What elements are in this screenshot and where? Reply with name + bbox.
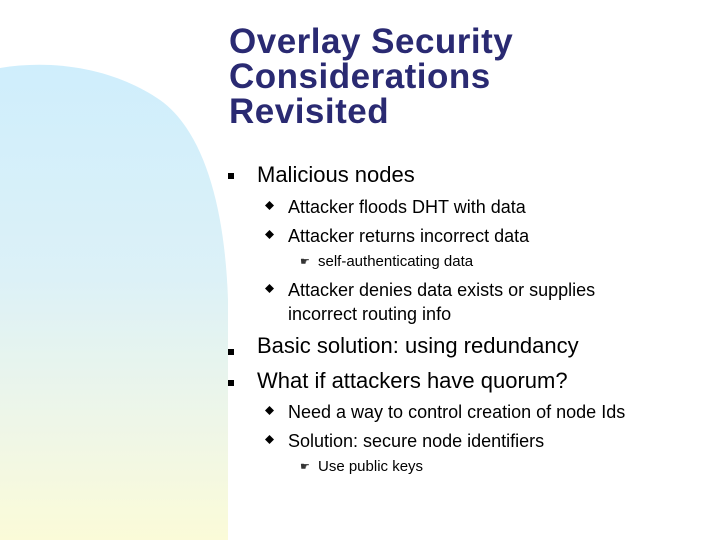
bullet-attacker-returns: Attacker returns incorrect data [288,226,530,246]
bullet-basic-solution: Basic solution: using redundancy [257,333,579,358]
bullet-attacker-denies [288,278,595,326]
title-line: Overlay Security [229,22,514,61]
square-bullet-icon [228,380,234,386]
pointing-hand-icon: ☛ [300,256,310,268]
diamond-bullet-icon [265,284,274,293]
bullet-attackers-quorum: What if attackers have quorum? [257,368,568,393]
bullet-malicious-nodes: Malicious nodes [257,162,415,187]
bullet-line: incorrect routing info [288,304,452,324]
pointing-hand-icon: ☛ [300,461,310,473]
bullet-control-node-ids: Need a way to control creation of node Ids [288,402,626,422]
title-line: Revisited [229,92,390,131]
square-bullet-icon [228,349,234,355]
bullet-self-authenticating: self-authenticating data [318,253,474,270]
diamond-bullet-icon [265,435,274,444]
bullet-line: Attacker denies data exists or supplies [288,280,596,300]
diamond-bullet-icon [265,406,274,415]
diamond-bullet-icon [265,230,274,239]
square-bullet-icon [228,173,234,179]
bullet-secure-identifiers: Solution: secure node identifiers [288,431,545,451]
diamond-bullet-icon [265,201,274,210]
bullet-public-keys: Use public keys [318,458,424,475]
title-line: Considerations [229,57,491,96]
bullet-attacker-floods: Attacker floods DHT with data [288,197,526,217]
slide-title [229,24,689,129]
